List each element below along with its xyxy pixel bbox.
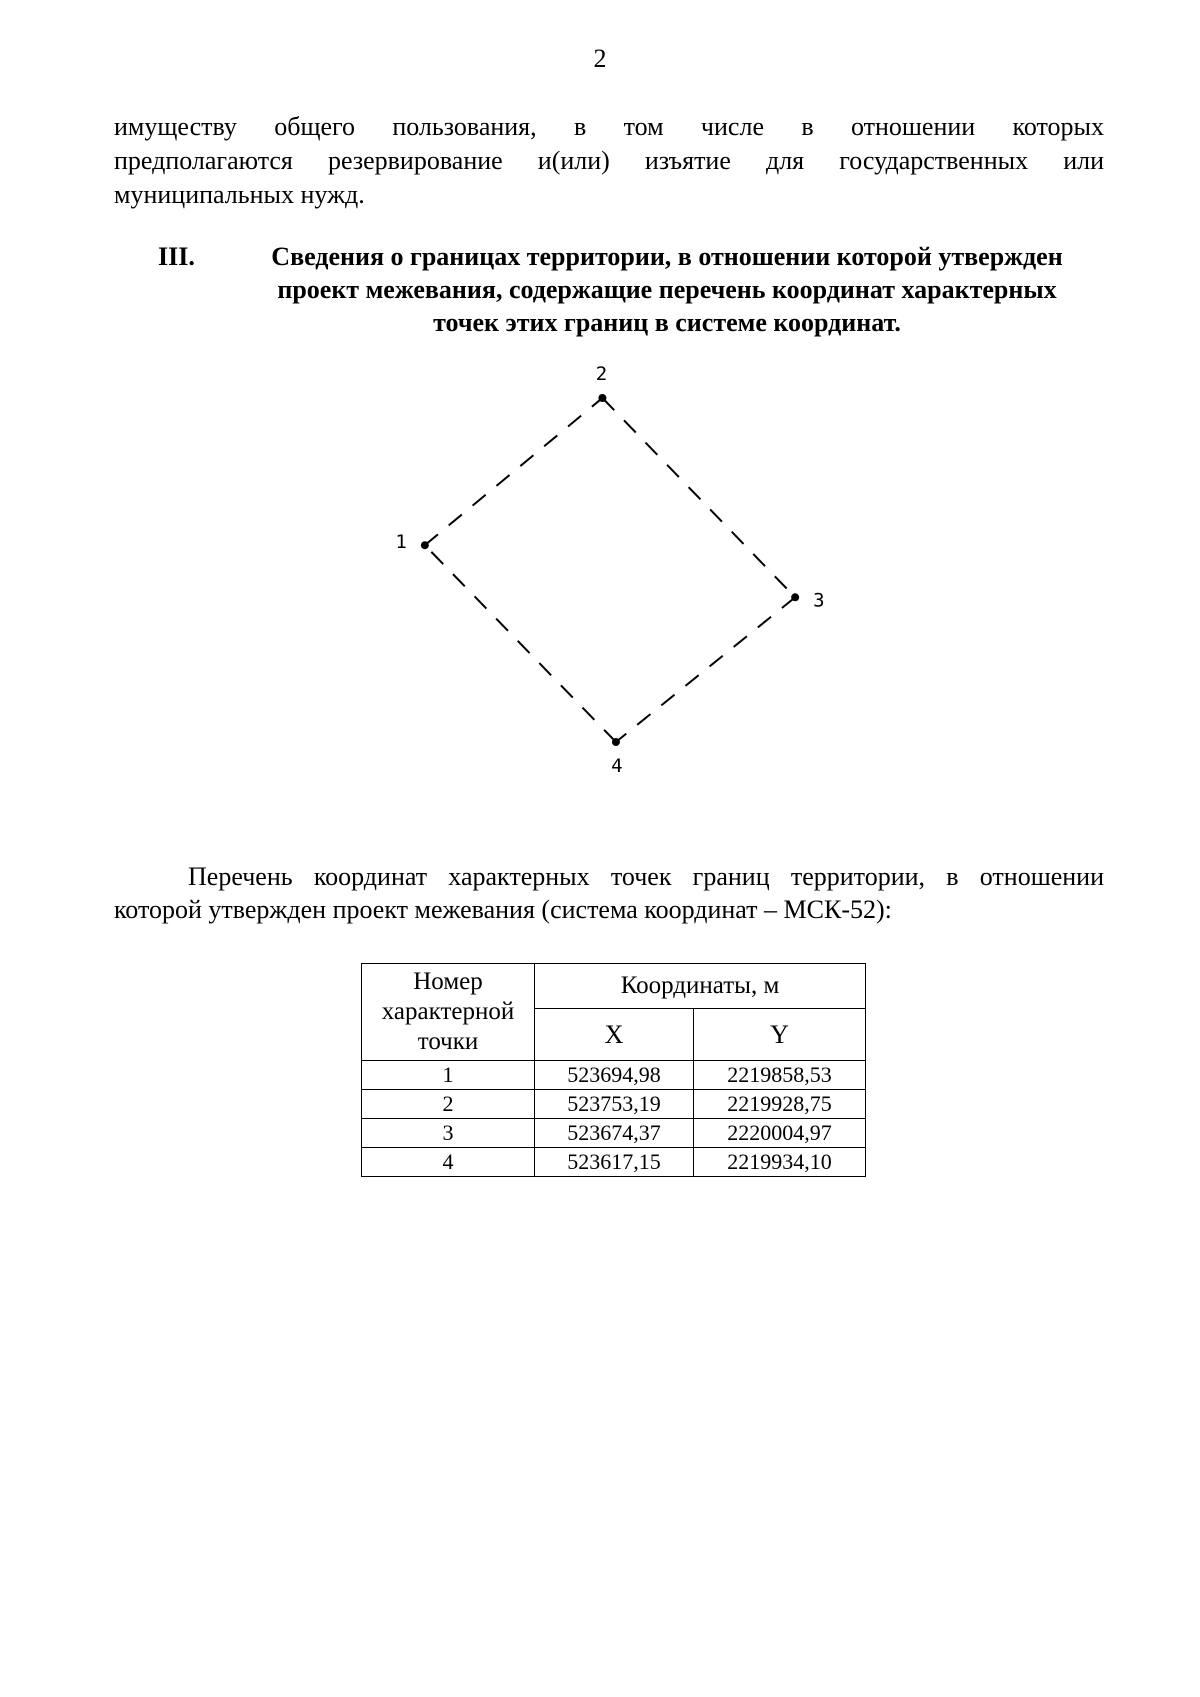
boundary-point-label: 4: [611, 754, 623, 777]
boundary-diagram: [330, 330, 890, 810]
cell-y: 2219858,53: [694, 1061, 866, 1090]
coordinates-list-intro-line: Перечень координат характерных точек границ территории, в отношении: [188, 862, 1104, 891]
cell-y: 2219928,75: [694, 1090, 866, 1119]
boundary-edge: [602, 398, 795, 597]
intro-line: имуществу общего пользования, в том числе в отношении которых: [114, 112, 1104, 141]
section-heading-line: проект межевания, содержащие перечень координат характерных: [277, 275, 1057, 304]
intro-paragraph: [114, 110, 1104, 212]
cell-x: 523694,98: [535, 1061, 694, 1090]
intro-line: муниципальных нужд.: [114, 180, 365, 209]
boundary-point: [598, 394, 606, 402]
boundary-point: [612, 738, 620, 746]
table-row: [362, 1148, 866, 1177]
section-heading: [158, 240, 1104, 339]
boundary-point: [791, 593, 799, 601]
cell-point-number: 3: [362, 1119, 535, 1148]
boundary-point-label: 1: [395, 530, 407, 553]
coordinates-list-intro-line: которой утвержден проект межевания (система координат – МСК-52):: [114, 895, 892, 924]
header-point-number: Номер характерной точки: [362, 964, 535, 1061]
cell-x: 523753,19: [535, 1090, 694, 1119]
table-row: [362, 1119, 866, 1148]
section-numeral: III.: [158, 242, 195, 271]
page-number: 2: [593, 44, 607, 73]
boundary-point-label: 2: [595, 363, 608, 386]
intro-line: предполагаются резервирование и(или) изъятие для государственных или: [114, 146, 1104, 175]
boundary-edge: [425, 398, 603, 545]
cell-y: 2219934,10: [694, 1148, 866, 1177]
coordinates-table: [361, 963, 866, 1177]
coordinates-list-intro: [114, 860, 1104, 926]
cell-point-number: 1: [362, 1061, 535, 1090]
cell-point-number: 4: [362, 1148, 535, 1177]
boundary-point-label: 3: [813, 589, 825, 612]
boundary-edge: [425, 545, 616, 742]
header-coordinates: Координаты, м: [535, 964, 866, 1009]
cell-y: 2220004,97: [694, 1119, 866, 1148]
boundary-edge: [616, 597, 795, 742]
section-heading-line: Сведения о границах территории, в отношении которой утвержден: [271, 242, 1063, 271]
boundary-diagram-svg: [330, 330, 890, 810]
header-y: Y: [694, 1009, 866, 1061]
section-heading-line: точек этих границ в системе координат.: [433, 308, 901, 337]
table-row: [362, 1090, 866, 1119]
cell-x: 523674,37: [535, 1119, 694, 1148]
cell-x: 523617,15: [535, 1148, 694, 1177]
boundary-point: [421, 541, 429, 549]
cell-point-number: 2: [362, 1090, 535, 1119]
table-row: [362, 1061, 866, 1090]
header-x: X: [535, 1009, 694, 1061]
